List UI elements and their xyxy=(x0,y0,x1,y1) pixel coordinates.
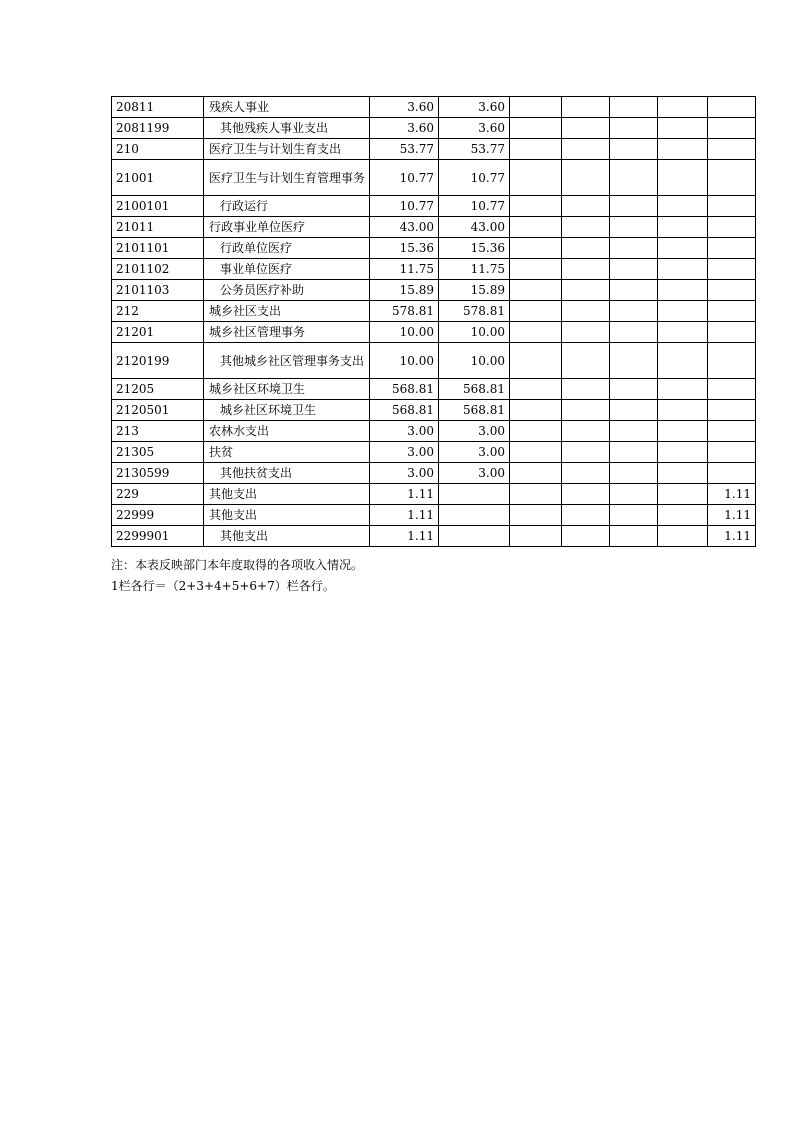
fiscal-appropriation-cell: 3.00 xyxy=(439,442,510,463)
total-amount-cell: 1.11 xyxy=(370,526,439,547)
empty-cell xyxy=(658,322,708,343)
empty-cell xyxy=(610,526,658,547)
other-income-cell xyxy=(708,118,756,139)
empty-cell xyxy=(562,505,610,526)
other-income-cell: 1.11 xyxy=(708,484,756,505)
total-amount-cell: 568.81 xyxy=(370,379,439,400)
fiscal-appropriation-cell: 3.60 xyxy=(439,97,510,118)
total-amount-cell: 578.81 xyxy=(370,301,439,322)
other-income-cell xyxy=(708,139,756,160)
empty-cell xyxy=(658,526,708,547)
empty-cell xyxy=(562,259,610,280)
subject-name-cell: 其他支出 xyxy=(204,505,370,526)
subject-name-cell: 其他残疾人事业支出 xyxy=(204,118,370,139)
subject-code-cell: 2101103 xyxy=(112,280,204,301)
empty-cell xyxy=(658,280,708,301)
empty-cell xyxy=(658,505,708,526)
empty-cell xyxy=(562,139,610,160)
empty-cell xyxy=(610,139,658,160)
table-row xyxy=(112,238,756,259)
empty-cell xyxy=(658,463,708,484)
subject-code-cell: 21201 xyxy=(112,322,204,343)
subject-code-cell: 213 xyxy=(112,421,204,442)
subject-code-cell: 21205 xyxy=(112,379,204,400)
other-income-cell: 1.11 xyxy=(708,505,756,526)
subject-name-cell: 医疗卫生与计划生育管理事务 xyxy=(204,160,370,196)
subject-name-cell: 行政单位医疗 xyxy=(204,238,370,259)
subject-name-cell: 医疗卫生与计划生育支出 xyxy=(204,139,370,160)
subject-code-cell: 21305 xyxy=(112,442,204,463)
table-row xyxy=(112,526,756,547)
empty-cell xyxy=(562,484,610,505)
subject-code-cell: 2120501 xyxy=(112,400,204,421)
empty-cell xyxy=(510,526,562,547)
empty-cell xyxy=(610,343,658,379)
table-row xyxy=(112,217,756,238)
empty-cell xyxy=(510,118,562,139)
empty-cell xyxy=(610,118,658,139)
other-income-cell xyxy=(708,343,756,379)
total-amount-cell: 43.00 xyxy=(370,217,439,238)
total-amount-cell: 10.00 xyxy=(370,322,439,343)
empty-cell xyxy=(562,196,610,217)
empty-cell xyxy=(562,97,610,118)
empty-cell xyxy=(510,160,562,196)
table-row xyxy=(112,484,756,505)
empty-cell xyxy=(510,463,562,484)
empty-cell xyxy=(562,379,610,400)
fiscal-appropriation-cell: 568.81 xyxy=(439,379,510,400)
subject-name-cell: 扶贫 xyxy=(204,442,370,463)
fiscal-appropriation-cell: 43.00 xyxy=(439,217,510,238)
notes xyxy=(111,555,363,597)
empty-cell xyxy=(658,139,708,160)
subject-name-cell: 其他支出 xyxy=(204,484,370,505)
table-row xyxy=(112,322,756,343)
subject-name-cell: 农林水支出 xyxy=(204,421,370,442)
table-row xyxy=(112,280,756,301)
other-income-cell xyxy=(708,463,756,484)
total-amount-cell: 10.00 xyxy=(370,343,439,379)
empty-cell xyxy=(658,301,708,322)
note-line-1: 注：本表反映部门本年度取得的各项收入情况。 xyxy=(111,558,364,572)
total-amount-cell: 3.00 xyxy=(370,442,439,463)
fiscal-appropriation-cell: 15.89 xyxy=(439,280,510,301)
empty-cell xyxy=(658,97,708,118)
empty-cell xyxy=(610,259,658,280)
empty-cell xyxy=(510,421,562,442)
subject-code-cell: 21001 xyxy=(112,160,204,196)
total-amount-cell: 3.60 xyxy=(370,97,439,118)
total-amount-cell: 11.75 xyxy=(370,259,439,280)
table-row xyxy=(112,97,756,118)
subject-name-cell: 行政运行 xyxy=(204,196,370,217)
total-amount-cell: 53.77 xyxy=(370,139,439,160)
empty-cell xyxy=(658,343,708,379)
empty-cell xyxy=(658,118,708,139)
empty-cell xyxy=(610,238,658,259)
subject-code-cell: 2101102 xyxy=(112,259,204,280)
empty-cell xyxy=(658,442,708,463)
fiscal-appropriation-cell: 568.81 xyxy=(439,400,510,421)
empty-cell xyxy=(510,400,562,421)
table-row xyxy=(112,421,756,442)
subject-code-cell: 2120199 xyxy=(112,343,204,379)
fiscal-appropriation-cell: 10.00 xyxy=(439,322,510,343)
other-income-cell xyxy=(708,259,756,280)
other-income-cell xyxy=(708,442,756,463)
fiscal-appropriation-cell: 3.60 xyxy=(439,118,510,139)
empty-cell xyxy=(562,301,610,322)
empty-cell xyxy=(658,196,708,217)
table-row xyxy=(112,196,756,217)
table-body xyxy=(112,97,756,547)
subject-code-cell: 229 xyxy=(112,484,204,505)
note-line-2: 1栏各行＝（2+3+4+5+6+7）栏各行。 xyxy=(111,579,335,593)
table-row xyxy=(112,139,756,160)
empty-cell xyxy=(610,505,658,526)
other-income-cell xyxy=(708,280,756,301)
empty-cell xyxy=(610,196,658,217)
table-row xyxy=(112,259,756,280)
subject-code-cell: 20811 xyxy=(112,97,204,118)
empty-cell xyxy=(510,322,562,343)
other-income-cell: 1.11 xyxy=(708,526,756,547)
total-amount-cell: 15.36 xyxy=(370,238,439,259)
empty-cell xyxy=(510,217,562,238)
subject-name-cell: 城乡社区环境卫生 xyxy=(204,400,370,421)
empty-cell xyxy=(510,484,562,505)
empty-cell xyxy=(658,238,708,259)
fiscal-appropriation-cell: 11.75 xyxy=(439,259,510,280)
total-amount-cell: 1.11 xyxy=(370,484,439,505)
other-income-cell xyxy=(708,379,756,400)
empty-cell xyxy=(510,196,562,217)
empty-cell xyxy=(658,379,708,400)
empty-cell xyxy=(610,400,658,421)
empty-cell xyxy=(510,379,562,400)
empty-cell xyxy=(562,442,610,463)
empty-cell xyxy=(510,301,562,322)
fiscal-appropriation-cell xyxy=(439,484,510,505)
table-row xyxy=(112,118,756,139)
empty-cell xyxy=(562,526,610,547)
subject-name-cell: 事业单位医疗 xyxy=(204,259,370,280)
subject-name-cell: 城乡社区支出 xyxy=(204,301,370,322)
empty-cell xyxy=(610,379,658,400)
table-row xyxy=(112,505,756,526)
empty-cell xyxy=(510,442,562,463)
subject-code-cell: 22999 xyxy=(112,505,204,526)
empty-cell xyxy=(510,505,562,526)
empty-cell xyxy=(610,463,658,484)
other-income-cell xyxy=(708,238,756,259)
subject-code-cell: 2299901 xyxy=(112,526,204,547)
subject-name-cell: 行政事业单位医疗 xyxy=(204,217,370,238)
table-row xyxy=(112,301,756,322)
empty-cell xyxy=(610,322,658,343)
table-row xyxy=(112,160,756,196)
subject-code-cell: 2101101 xyxy=(112,238,204,259)
other-income-cell xyxy=(708,421,756,442)
other-income-cell xyxy=(708,97,756,118)
total-amount-cell: 3.00 xyxy=(370,421,439,442)
total-amount-cell: 10.77 xyxy=(370,196,439,217)
empty-cell xyxy=(562,421,610,442)
table-row xyxy=(112,400,756,421)
empty-cell xyxy=(562,238,610,259)
empty-cell xyxy=(562,400,610,421)
subject-name-cell: 其他城乡社区管理事务支出 xyxy=(204,343,370,379)
fiscal-appropriation-cell xyxy=(439,526,510,547)
empty-cell xyxy=(610,217,658,238)
total-amount-cell: 3.00 xyxy=(370,463,439,484)
fiscal-appropriation-cell: 10.77 xyxy=(439,160,510,196)
table-row xyxy=(112,442,756,463)
empty-cell xyxy=(610,280,658,301)
table-row xyxy=(112,463,756,484)
empty-cell xyxy=(658,217,708,238)
fiscal-appropriation-cell: 10.00 xyxy=(439,343,510,379)
subject-code-cell: 210 xyxy=(112,139,204,160)
empty-cell xyxy=(658,421,708,442)
empty-cell xyxy=(610,160,658,196)
other-income-cell xyxy=(708,196,756,217)
table-row xyxy=(112,379,756,400)
empty-cell xyxy=(562,322,610,343)
empty-cell xyxy=(562,118,610,139)
other-income-cell xyxy=(708,160,756,196)
total-amount-cell: 3.60 xyxy=(370,118,439,139)
empty-cell xyxy=(510,97,562,118)
subject-name-cell: 城乡社区管理事务 xyxy=(204,322,370,343)
empty-cell xyxy=(510,280,562,301)
empty-cell xyxy=(658,484,708,505)
subject-name-cell: 残疾人事业 xyxy=(204,97,370,118)
empty-cell xyxy=(562,280,610,301)
empty-cell xyxy=(562,343,610,379)
total-amount-cell: 10.77 xyxy=(370,160,439,196)
table-row xyxy=(112,343,756,379)
empty-cell xyxy=(562,217,610,238)
empty-cell xyxy=(562,463,610,484)
empty-cell xyxy=(610,484,658,505)
fiscal-appropriation-cell: 15.36 xyxy=(439,238,510,259)
subject-code-cell: 21011 xyxy=(112,217,204,238)
subject-name-cell: 其他扶贫支出 xyxy=(204,463,370,484)
subject-name-cell: 其他支出 xyxy=(204,526,370,547)
empty-cell xyxy=(510,139,562,160)
empty-cell xyxy=(658,400,708,421)
empty-cell xyxy=(562,160,610,196)
other-income-cell xyxy=(708,400,756,421)
subject-code-cell: 2100101 xyxy=(112,196,204,217)
empty-cell xyxy=(610,301,658,322)
fiscal-appropriation-cell: 3.00 xyxy=(439,421,510,442)
empty-cell xyxy=(510,259,562,280)
fiscal-appropriation-cell xyxy=(439,505,510,526)
fiscal-appropriation-cell: 578.81 xyxy=(439,301,510,322)
other-income-cell xyxy=(708,322,756,343)
other-income-cell xyxy=(708,217,756,238)
empty-cell xyxy=(658,259,708,280)
subject-code-cell: 212 xyxy=(112,301,204,322)
subject-name-cell: 城乡社区环境卫生 xyxy=(204,379,370,400)
fiscal-appropriation-cell: 10.77 xyxy=(439,196,510,217)
empty-cell xyxy=(610,421,658,442)
empty-cell xyxy=(658,160,708,196)
total-amount-cell: 1.11 xyxy=(370,505,439,526)
subject-code-cell: 2081199 xyxy=(112,118,204,139)
other-income-cell xyxy=(708,301,756,322)
empty-cell xyxy=(510,238,562,259)
subject-code-cell: 2130599 xyxy=(112,463,204,484)
empty-cell xyxy=(610,97,658,118)
empty-cell xyxy=(510,343,562,379)
total-amount-cell: 568.81 xyxy=(370,400,439,421)
budget-table xyxy=(111,96,756,547)
fiscal-appropriation-cell: 3.00 xyxy=(439,463,510,484)
subject-name-cell: 公务员医疗补助 xyxy=(204,280,370,301)
total-amount-cell: 15.89 xyxy=(370,280,439,301)
empty-cell xyxy=(610,442,658,463)
fiscal-appropriation-cell: 53.77 xyxy=(439,139,510,160)
